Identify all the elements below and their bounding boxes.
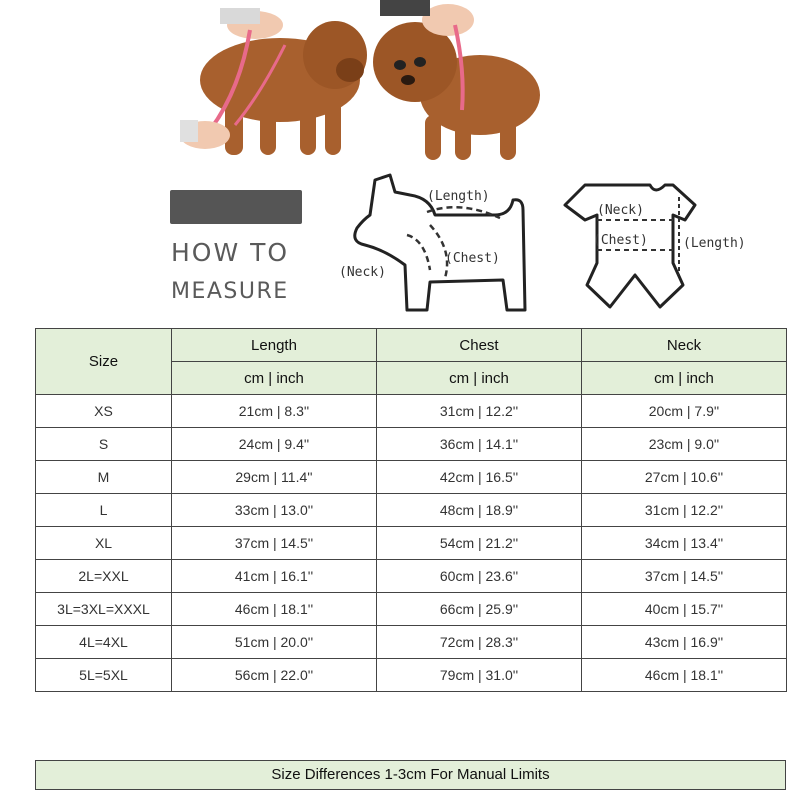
length-cell: 41cm | 16.1'' [172, 560, 377, 593]
table-row [36, 395, 787, 428]
size-cell: 2L=XXL [36, 560, 172, 593]
size-chart-table [35, 328, 787, 692]
table-row [36, 428, 787, 461]
size-cell: XS [36, 395, 172, 428]
table-row [36, 626, 787, 659]
chest-cell: 48cm | 18.9'' [377, 494, 582, 527]
table-header-row [36, 329, 787, 362]
length-cell: 29cm | 11.4'' [172, 461, 377, 494]
side-chest-label: (Chest) [445, 251, 500, 266]
length-cell: 51cm | 20.0'' [172, 626, 377, 659]
chest-cell: 60cm | 23.6'' [377, 560, 582, 593]
length-unit-header: cm | inch [172, 362, 377, 395]
side-neck-label: (Neck) [339, 265, 386, 280]
chest-cell: 31cm | 12.2'' [377, 395, 582, 428]
neck-cell: 20cm | 7.9'' [582, 395, 787, 428]
size-header: Size [36, 329, 172, 395]
chest-cell: 66cm | 25.9'' [377, 593, 582, 626]
shirt-length-label: (Length) [683, 236, 746, 251]
size-difference-note: Size Differences 1-3cm For Manual Limits [35, 760, 786, 790]
shirt-diagram [555, 175, 755, 315]
size-cell: 3L=3XL=XXXL [36, 593, 172, 626]
length-cell: 21cm | 8.3'' [172, 395, 377, 428]
length-cell: 24cm | 9.4'' [172, 428, 377, 461]
neck-cell: 31cm | 12.2'' [582, 494, 787, 527]
size-cell: S [36, 428, 172, 461]
measure-heading: MEASURE [171, 279, 289, 304]
size-cell: 4L=4XL [36, 626, 172, 659]
shirt-neck-label: (Neck) [597, 203, 644, 218]
dog-side-diagram [335, 170, 535, 320]
dog-measuring-photo [180, 0, 560, 162]
table-row [36, 659, 787, 692]
size-cell: XL [36, 527, 172, 560]
chest-unit-header: cm | inch [377, 362, 582, 395]
chest-cell: 79cm | 31.0'' [377, 659, 582, 692]
length-cell: 33cm | 13.0'' [172, 494, 377, 527]
table-row [36, 494, 787, 527]
chest-cell: 42cm | 16.5'' [377, 461, 582, 494]
side-length-label: (Length) [427, 189, 490, 204]
table-row [36, 461, 787, 494]
length-cell: 46cm | 18.1'' [172, 593, 377, 626]
neck-cell: 27cm | 10.6'' [582, 461, 787, 494]
table-row [36, 560, 787, 593]
chest-header: Chest [377, 329, 582, 362]
neck-cell: 37cm | 14.5'' [582, 560, 787, 593]
length-cell: 37cm | 14.5'' [172, 527, 377, 560]
neck-cell: 46cm | 18.1'' [582, 659, 787, 692]
neck-cell: 43cm | 16.9'' [582, 626, 787, 659]
length-header: Length [172, 329, 377, 362]
how-to-heading: HOW TO [171, 238, 290, 267]
neck-header: Neck [582, 329, 787, 362]
chest-cell: 54cm | 21.2'' [377, 527, 582, 560]
neck-cell: 34cm | 13.4'' [582, 527, 787, 560]
size-cell: M [36, 461, 172, 494]
chest-cell: 72cm | 28.3'' [377, 626, 582, 659]
neck-unit-header: cm | inch [582, 362, 787, 395]
neck-cell: 23cm | 9.0'' [582, 428, 787, 461]
banner-bar [170, 190, 302, 224]
neck-cell: 40cm | 15.7'' [582, 593, 787, 626]
shirt-chest-label: (Chest) [593, 233, 648, 248]
size-cell: L [36, 494, 172, 527]
table-row [36, 593, 787, 626]
chest-cell: 36cm | 14.1'' [377, 428, 582, 461]
table-row [36, 527, 787, 560]
length-cell: 56cm | 22.0'' [172, 659, 377, 692]
size-cell: 5L=5XL [36, 659, 172, 692]
